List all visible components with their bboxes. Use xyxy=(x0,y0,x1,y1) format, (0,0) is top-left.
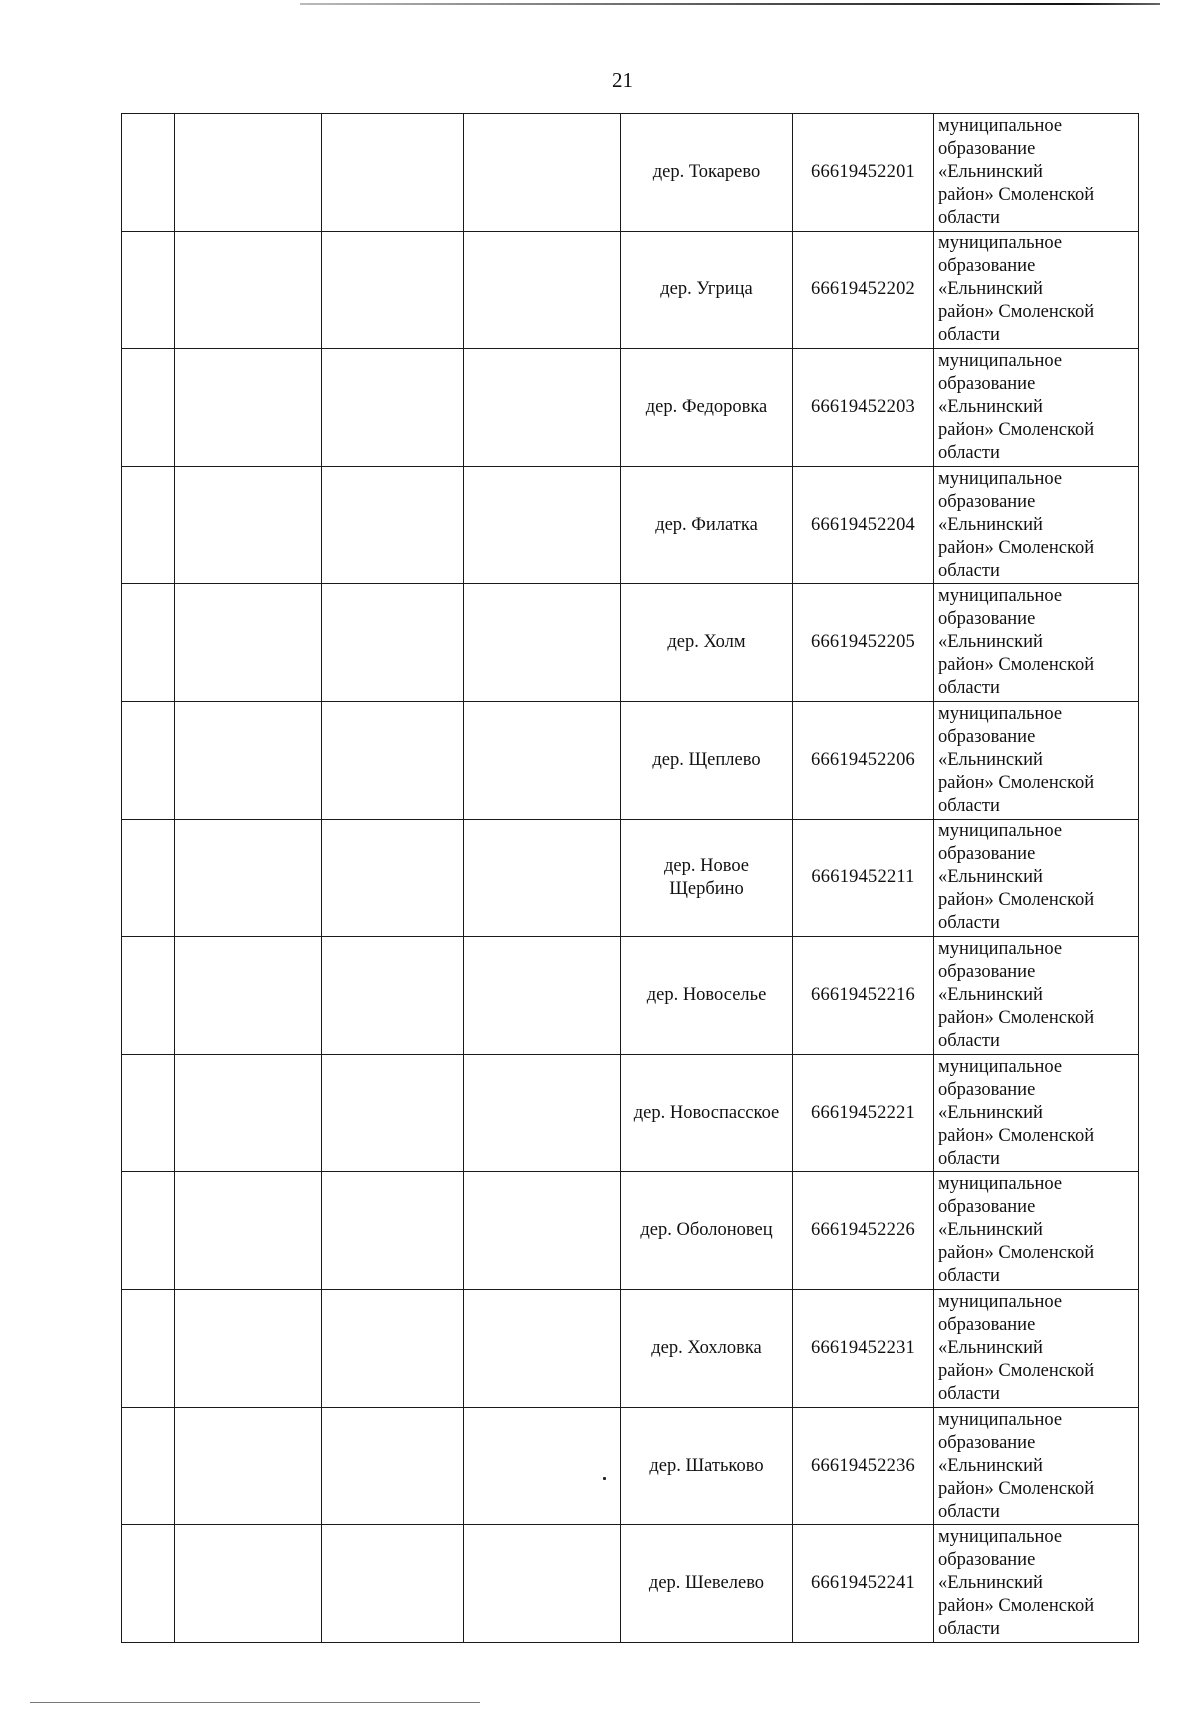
empty-cell xyxy=(122,584,175,702)
municipality-line: области xyxy=(938,1266,1000,1287)
municipality-line: образование xyxy=(938,962,1036,983)
empty-cell xyxy=(322,466,464,584)
municipality-line: области xyxy=(938,1619,1000,1640)
empty-cell xyxy=(464,1525,621,1643)
empty-cell xyxy=(175,1054,322,1172)
empty-cell xyxy=(122,466,175,584)
municipality-line: район» Смоленской xyxy=(938,772,1095,793)
empty-cell xyxy=(464,114,621,232)
municipality-line: образование xyxy=(938,1197,1036,1218)
municipality-line: образование xyxy=(938,726,1036,747)
empty-cell xyxy=(322,1525,464,1643)
empty-cell xyxy=(464,1290,621,1408)
empty-cell xyxy=(322,584,464,702)
settlement-name: дер. Шевелево xyxy=(621,1525,793,1643)
municipality-line: «Ельнинский xyxy=(938,514,1043,535)
municipality-cell xyxy=(934,702,1139,820)
oktmo-code: 66619452201 xyxy=(793,114,934,232)
municipality-line: образование xyxy=(938,844,1036,865)
municipality-line: муниципальное xyxy=(938,468,1063,489)
empty-cell xyxy=(122,1525,175,1643)
municipality-line: «Ельнинский xyxy=(938,1573,1043,1594)
empty-cell xyxy=(122,1407,175,1525)
municipality-line: «Ельнинский xyxy=(938,1220,1043,1241)
municipality-line: район» Смоленской xyxy=(938,1008,1095,1029)
settlement-name: дер. Новоселье xyxy=(621,937,793,1055)
municipality-line: образование xyxy=(938,609,1036,630)
empty-cell xyxy=(464,584,621,702)
municipality-line: муниципальное xyxy=(938,1056,1063,1077)
municipality-line: «Ельнинский xyxy=(938,161,1043,182)
empty-cell xyxy=(122,114,175,232)
empty-cell xyxy=(322,114,464,232)
empty-cell xyxy=(175,1172,322,1290)
empty-cell xyxy=(175,1525,322,1643)
table-row xyxy=(122,937,1139,1055)
empty-cell xyxy=(122,702,175,820)
municipality-line: «Ельнинский xyxy=(938,985,1043,1006)
municipality-line: «Ельнинский xyxy=(938,632,1043,653)
empty-cell xyxy=(175,1290,322,1408)
municipality-line: район» Смоленской xyxy=(938,1478,1095,1499)
empty-cell xyxy=(464,1172,621,1290)
table-row xyxy=(122,466,1139,584)
municipality-cell xyxy=(934,584,1139,702)
municipality-line: образование xyxy=(938,1550,1036,1571)
municipality-line: район» Смоленской xyxy=(938,655,1095,676)
empty-cell xyxy=(322,819,464,937)
empty-cell xyxy=(464,702,621,820)
table-row xyxy=(122,114,1139,232)
empty-cell xyxy=(175,231,322,349)
municipality-line: области xyxy=(938,1501,1000,1522)
municipality-line: «Ельнинский xyxy=(938,279,1043,300)
municipality-line: муниципальное xyxy=(938,1409,1063,1430)
empty-cell xyxy=(175,114,322,232)
municipality-cell xyxy=(934,1525,1139,1643)
municipality-cell xyxy=(934,114,1139,232)
municipality-line: район» Смоленской xyxy=(938,1243,1095,1264)
table-row xyxy=(122,1290,1139,1408)
municipality-cell xyxy=(934,231,1139,349)
empty-cell xyxy=(464,1054,621,1172)
empty-cell xyxy=(122,231,175,349)
municipality-line: муниципальное xyxy=(938,115,1063,136)
table-row xyxy=(122,231,1139,349)
scan-edge-top xyxy=(300,3,1160,5)
oktmo-code: 66619452241 xyxy=(793,1525,934,1643)
municipality-line: район» Смоленской xyxy=(938,1596,1095,1617)
settlement-name: дер. Новоспасское xyxy=(621,1054,793,1172)
municipality-line: области xyxy=(938,560,1000,581)
oktmo-code: 66619452206 xyxy=(793,702,934,820)
municipality-cell xyxy=(934,1172,1139,1290)
municipality-cell xyxy=(934,1054,1139,1172)
oktmo-code: 66619452231 xyxy=(793,1290,934,1408)
empty-cell xyxy=(322,349,464,467)
empty-cell xyxy=(464,231,621,349)
oktmo-code: 66619452216 xyxy=(793,937,934,1055)
municipality-line: район» Смоленской xyxy=(938,420,1095,441)
empty-cell xyxy=(175,349,322,467)
settlement-name: дер. Оболоновец xyxy=(621,1172,793,1290)
oktmo-code: 66619452226 xyxy=(793,1172,934,1290)
municipality-line: области xyxy=(938,913,1000,934)
municipality-line: области xyxy=(938,443,1000,464)
table-row xyxy=(122,702,1139,820)
municipality-line: «Ельнинский xyxy=(938,749,1043,770)
empty-cell xyxy=(322,1407,464,1525)
municipality-line: «Ельнинский xyxy=(938,397,1043,418)
municipality-line: муниципальное xyxy=(938,939,1063,960)
table-row xyxy=(122,349,1139,467)
municipality-line: «Ельнинский xyxy=(938,1337,1043,1358)
settlement-name: дер. Щеплево xyxy=(621,702,793,820)
empty-cell xyxy=(175,1407,322,1525)
municipality-line: район» Смоленской xyxy=(938,537,1095,558)
municipality-line: муниципальное xyxy=(938,821,1063,842)
empty-cell xyxy=(464,349,621,467)
municipality-line: области xyxy=(938,1383,1000,1404)
empty-cell xyxy=(122,937,175,1055)
empty-cell xyxy=(122,1054,175,1172)
empty-cell xyxy=(175,819,322,937)
table-row xyxy=(122,1172,1139,1290)
empty-cell xyxy=(175,584,322,702)
municipality-line: области xyxy=(938,1148,1000,1169)
municipality-line: муниципальное xyxy=(938,351,1063,372)
municipality-line: области xyxy=(938,207,1000,228)
municipality-line: образование xyxy=(938,491,1036,512)
empty-cell xyxy=(464,819,621,937)
table-row xyxy=(122,584,1139,702)
municipality-cell xyxy=(934,466,1139,584)
settlement-name: дер. Угрица xyxy=(621,231,793,349)
municipality-line: муниципальное xyxy=(938,233,1063,254)
empty-cell xyxy=(464,466,621,584)
empty-cell xyxy=(122,1290,175,1408)
municipality-line: муниципальное xyxy=(938,1291,1063,1312)
table-row xyxy=(122,1054,1139,1172)
settlement-name: дер. Шатьково xyxy=(621,1407,793,1525)
municipality-line: «Ельнинский xyxy=(938,867,1043,888)
empty-cell xyxy=(322,1172,464,1290)
settlement-name: дер. Новое Щербино xyxy=(621,819,793,937)
municipality-line: район» Смоленской xyxy=(938,302,1095,323)
municipality-line: образование xyxy=(938,138,1036,159)
settlement-name: дер. Холм xyxy=(621,584,793,702)
municipality-line: район» Смоленской xyxy=(938,1125,1095,1146)
municipality-line: муниципальное xyxy=(938,703,1063,724)
empty-cell xyxy=(322,231,464,349)
oktmo-code: 66619452221 xyxy=(793,1054,934,1172)
oktmo-code: 66619452205 xyxy=(793,584,934,702)
oktmo-code: 66619452236 xyxy=(793,1407,934,1525)
empty-cell xyxy=(322,1054,464,1172)
settlements-table xyxy=(121,113,1139,1643)
municipality-line: области xyxy=(938,325,1000,346)
municipality-line: области xyxy=(938,678,1000,699)
oktmo-code: 66619452204 xyxy=(793,466,934,584)
municipality-line: образование xyxy=(938,1314,1036,1335)
table-row xyxy=(122,1525,1139,1643)
empty-cell xyxy=(322,937,464,1055)
municipality-line: муниципальное xyxy=(938,1174,1063,1195)
scan-speck xyxy=(603,1477,606,1480)
settlement-name: дер. Филатка xyxy=(621,466,793,584)
empty-cell xyxy=(322,702,464,820)
municipality-line: области xyxy=(938,1031,1000,1052)
municipality-cell xyxy=(934,819,1139,937)
municipality-line: «Ельнинский xyxy=(938,1455,1043,1476)
municipality-cell xyxy=(934,349,1139,467)
settlement-name: дер. Федоровка xyxy=(621,349,793,467)
municipality-line: район» Смоленской xyxy=(938,184,1095,205)
municipality-cell xyxy=(934,1407,1139,1525)
municipality-line: муниципальное xyxy=(938,586,1063,607)
empty-cell xyxy=(122,1172,175,1290)
municipality-cell xyxy=(934,937,1139,1055)
empty-cell xyxy=(464,1407,621,1525)
empty-cell xyxy=(322,1290,464,1408)
municipality-line: образование xyxy=(938,256,1036,277)
municipality-line: образование xyxy=(938,1432,1036,1453)
scan-edge-bottom xyxy=(30,1702,480,1703)
municipality-line: район» Смоленской xyxy=(938,1360,1095,1381)
oktmo-code: 66619452202 xyxy=(793,231,934,349)
oktmo-code: 66619452211 xyxy=(793,819,934,937)
municipality-line: муниципальное xyxy=(938,1527,1063,1548)
municipality-line: район» Смоленской xyxy=(938,890,1095,911)
municipality-line: образование xyxy=(938,1079,1036,1100)
empty-cell xyxy=(175,702,322,820)
empty-cell xyxy=(122,819,175,937)
settlement-name: дер. Токарево xyxy=(621,114,793,232)
settlement-name: дер. Хохловка xyxy=(621,1290,793,1408)
municipality-cell xyxy=(934,1290,1139,1408)
oktmo-code: 66619452203 xyxy=(793,349,934,467)
municipality-line: области xyxy=(938,795,1000,816)
empty-cell xyxy=(464,937,621,1055)
municipality-line: образование xyxy=(938,374,1036,395)
empty-cell xyxy=(122,349,175,467)
empty-cell xyxy=(175,937,322,1055)
empty-cell xyxy=(175,466,322,584)
table-row xyxy=(122,1407,1139,1525)
table-row xyxy=(122,819,1139,937)
page-number: 21 xyxy=(612,68,633,92)
municipality-line: «Ельнинский xyxy=(938,1102,1043,1123)
